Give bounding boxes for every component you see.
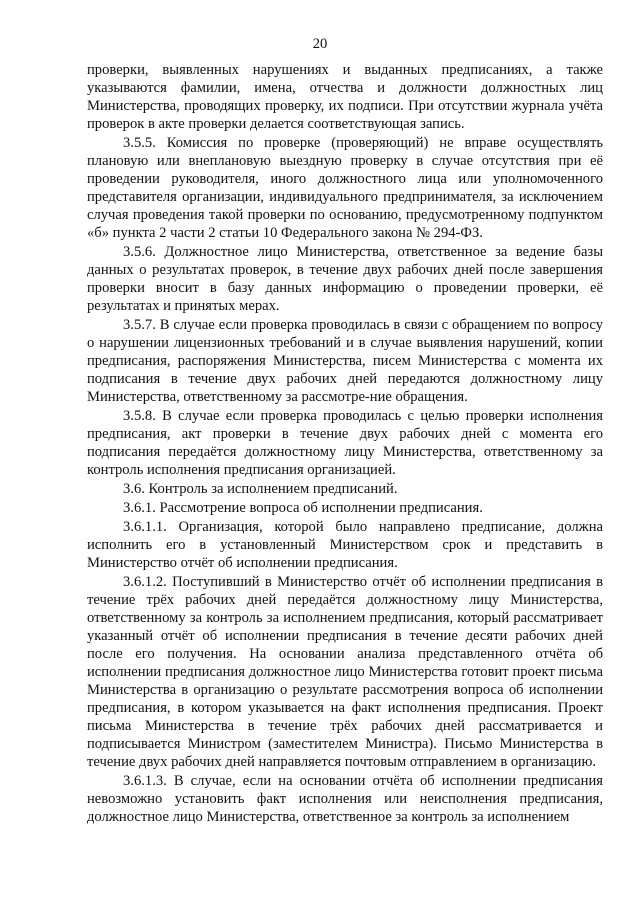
paragraph: 3.6. Контроль за исполнением предписаний. [123, 481, 398, 497]
paragraph: 3.5.6. Должностное лицо Министерства, ответственное за ведение базы данных о результатах проверок, в течение двух рабочих дней после завершения проверки вносит в базу данных информацию о проведении проверки, её результатах и принятых мерах. [87, 244, 603, 314]
paragraph: 3.5.7. В случае если проверка проводилась в связи с обращением по вопросу о нарушении лицензионных требований и в случае выявления нарушений, копии предписания, распоряжения Министерства, писем Министерства с момента их подписания в течение двух рабочих дней передаются должностному лицу Министерства, ответственному за рассмотре-ние обращения. [87, 317, 603, 405]
page-number: 20 [312, 36, 328, 52]
paragraph: 3.6.1. Рассмотрение вопроса об исполнении предписания. [123, 500, 483, 516]
paragraph: 3.6.1.1. Организация, которой было направлено предписание, должна исполнить его в установленный Министерством срок и представить в Министерство отчёт об исполнении предписания. [87, 519, 603, 571]
paragraph: проверки, выявленных нарушениях и выданных предписаниях, а также указываются фамилии, имена, отчества и должности должностных лиц Министерства, проводящих проверку, их подписи. При отсутствии журнала учёта проверок в акте проверки делается соответствующая запись. [87, 62, 603, 132]
paragraph: 3.6.1.3. В случае, если на основании отчёта об исполнении предписания невозможно установить факт исполнения или неисполнения предписания, должностное лицо Министерства, ответственное за контроль за исполнением [87, 773, 603, 825]
paragraph: 3.6.1.2. Поступивший в Министерство отчёт об исполнении предписания в течение трёх рабочих дней передаётся должностному лицу Министерства, ответственному за контроль за исполнением предписания, который рассматривает указанный отчёт об исполнении предписания в течение десяти рабочих дней после его получения. На основании анализа представленного отчёта об исполнении предписания должностное лицо Министерства готовит проект письма Министерства в организацию о результате рассмотрения вопроса об исполнении предписания, в котором указывается на факт исполнения предписания. Проект письма Министерства в течение трёх рабочих дней рассматривается и подписывается Министром (заместителем Министра). Письмо Министерства в течение двух рабочих дней направляется почтовым отправлением в организацию. [87, 574, 603, 770]
paragraph: 3.5.5. Комиссия по проверке (проверяющий) не вправе осуществлять плановую или внеплановую выездную проверку в случае отсутствия при её проведении руководителя, иного должностного лица или уполномоченного представителя организации, индивидуального предпринимателя, за исключением случая проведения такой проверки по основанию, предусмотренному подпунктом «б» пункта 2 части 2 статьи 10 Федерального закона № 294-ФЗ. [87, 135, 603, 241]
paragraph: 3.5.8. В случае если проверка проводилась с целью проверки исполнения предписания, акт проверки в течение двух рабочих дней с момента его подписания передаётся должностному лицу Министерства, ответственному за контроль исполнения предписания организацией. [87, 408, 603, 478]
document-body [87, 61, 603, 827]
